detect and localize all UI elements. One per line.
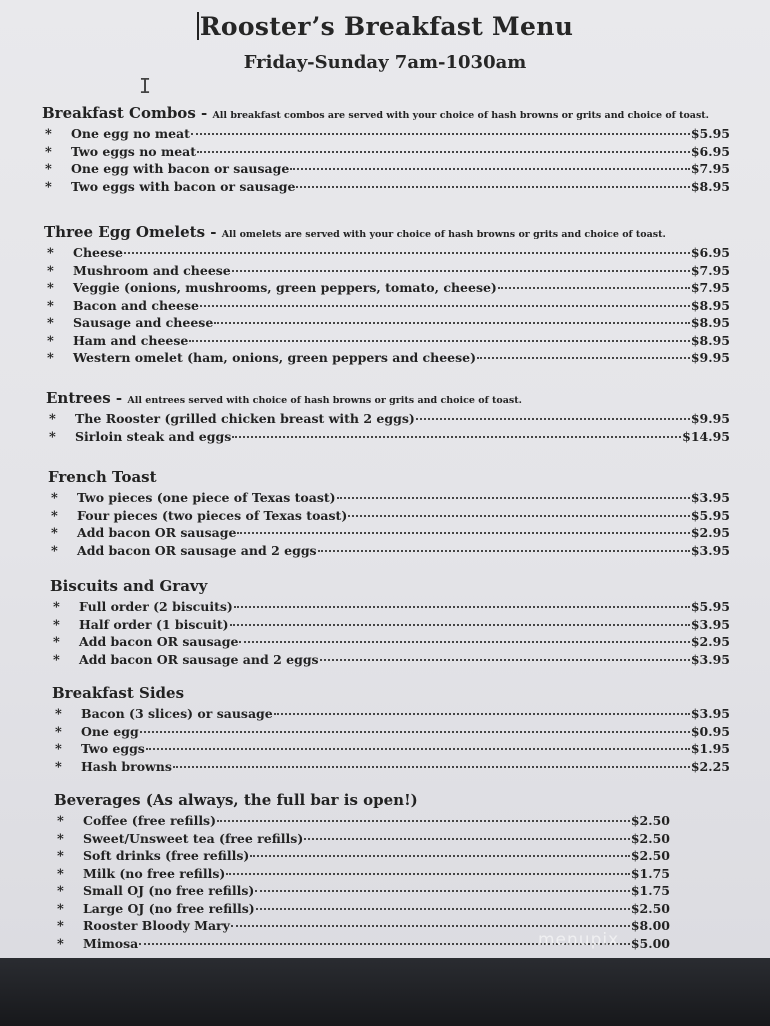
menu-item bbox=[44, 298, 730, 316]
item-name: Cheese bbox=[73, 245, 123, 260]
item-price: $5.95 bbox=[690, 126, 730, 141]
section-title: Three Egg Omelets bbox=[44, 223, 206, 241]
section-title: French Toast bbox=[48, 468, 157, 486]
menu-item bbox=[48, 508, 730, 526]
item-price: $5.00 bbox=[630, 935, 670, 951]
item-name: One egg no meat bbox=[71, 126, 190, 141]
item-name: Western omelet (ham, onions, green peppers and cheese) bbox=[73, 350, 477, 365]
menu-item bbox=[52, 724, 730, 742]
dot-leader bbox=[320, 659, 690, 661]
dot-leader bbox=[256, 908, 630, 910]
menu-item bbox=[44, 315, 730, 333]
dot-leader bbox=[226, 873, 630, 875]
item-name: Sweet/Unsweet tea (free refills) bbox=[83, 830, 304, 846]
item-name: Mimosa bbox=[83, 935, 139, 951]
screen-bezel bbox=[0, 958, 770, 1026]
menu-item bbox=[50, 652, 730, 670]
asterisk-bullet-icon: * bbox=[47, 351, 54, 366]
menu-item bbox=[54, 848, 670, 866]
item-price: $8.95 bbox=[690, 315, 730, 330]
section-breakfast-sides bbox=[52, 683, 730, 776]
item-name: Four pieces (two pieces of Texas toast) bbox=[77, 507, 348, 523]
item-name: Milk (no free refills) bbox=[83, 865, 226, 881]
menu-item-list bbox=[52, 706, 730, 776]
item-price: $7.95 bbox=[690, 262, 730, 278]
asterisk-bullet-icon: * bbox=[55, 742, 62, 757]
item-name: Half order (1 biscuit) bbox=[79, 616, 229, 632]
section-note: All breakfast combos are served with your choice of hash browns or grits and choice of toast. bbox=[212, 110, 709, 121]
item-price: $8.95 bbox=[690, 332, 730, 348]
section-note: All omelets are served with your choice of hash browns or grits and choice of toast. bbox=[221, 229, 666, 240]
section-title: Breakfast Sides bbox=[52, 684, 185, 702]
section-header bbox=[52, 683, 730, 702]
item-name: The Rooster (grilled chicken breast with 2 eggs) bbox=[75, 411, 415, 426]
item-name: Ham and cheese bbox=[73, 332, 189, 348]
section-title: Entrees bbox=[46, 389, 111, 407]
dot-leader bbox=[274, 713, 690, 715]
item-name: Soft drinks (free refills) bbox=[83, 848, 250, 863]
dot-leader bbox=[231, 925, 630, 927]
asterisk-bullet-icon: * bbox=[47, 316, 54, 331]
asterisk-bullet-icon: * bbox=[57, 866, 64, 882]
item-name: Sirloin steak and eggs bbox=[75, 428, 232, 444]
item-price: $5.95 bbox=[690, 599, 730, 614]
asterisk-bullet-icon: * bbox=[47, 263, 54, 279]
asterisk-bullet-icon: * bbox=[47, 298, 54, 314]
menu-item-list bbox=[50, 599, 730, 669]
menu-item bbox=[54, 883, 670, 901]
item-name: Bacon (3 slices) or sausage bbox=[81, 706, 273, 721]
item-price: $9.95 bbox=[690, 411, 730, 426]
menu-item bbox=[44, 350, 730, 368]
section-dash: - bbox=[195, 104, 213, 122]
asterisk-bullet-icon: * bbox=[51, 491, 58, 506]
item-price: $9.95 bbox=[690, 350, 730, 365]
item-price: $8.95 bbox=[690, 297, 730, 313]
item-name: One egg with bacon or sausage bbox=[71, 161, 290, 176]
menu-item bbox=[42, 161, 730, 179]
menu-item-list bbox=[46, 411, 730, 446]
item-name: One egg bbox=[81, 723, 139, 739]
item-name: Small OJ (no free refills) bbox=[83, 883, 255, 898]
dot-leader bbox=[189, 340, 689, 342]
item-price: $6.95 bbox=[690, 245, 730, 260]
dot-leader bbox=[239, 641, 689, 643]
item-price: $2.95 bbox=[690, 525, 730, 540]
asterisk-bullet-icon: * bbox=[53, 600, 60, 615]
section-biscuits-and-gravy bbox=[50, 576, 730, 669]
asterisk-bullet-icon: * bbox=[45, 162, 52, 177]
item-price: $14.95 bbox=[682, 428, 730, 444]
item-price: $0.95 bbox=[690, 723, 730, 739]
section-note: All entrees served with choice of hash browns or grits and choice of toast. bbox=[127, 395, 522, 406]
item-name: Mushroom and cheese bbox=[73, 262, 231, 278]
dot-leader bbox=[214, 322, 690, 324]
menu-item bbox=[44, 280, 730, 298]
item-price: $3.95 bbox=[690, 706, 730, 721]
section-title: Beverages (As always, the full bar is open!) bbox=[54, 791, 418, 809]
item-price: $6.95 bbox=[690, 143, 730, 159]
item-price: $3.95 bbox=[690, 616, 730, 632]
item-price: $2.50 bbox=[630, 813, 670, 828]
asterisk-bullet-icon: * bbox=[57, 814, 64, 829]
menu-item bbox=[54, 866, 670, 884]
menu-item bbox=[48, 525, 730, 543]
menu-item bbox=[42, 126, 730, 144]
dot-leader bbox=[217, 820, 630, 822]
dot-leader bbox=[173, 766, 690, 768]
asterisk-bullet-icon: * bbox=[45, 179, 52, 195]
item-price: $2.50 bbox=[630, 900, 670, 916]
asterisk-bullet-icon: * bbox=[51, 508, 58, 524]
item-price: $1.75 bbox=[630, 883, 670, 898]
asterisk-bullet-icon: * bbox=[55, 759, 62, 775]
menu-item bbox=[48, 543, 730, 561]
dot-leader bbox=[296, 186, 689, 188]
asterisk-bullet-icon: * bbox=[55, 707, 62, 722]
dot-leader bbox=[304, 838, 630, 840]
asterisk-bullet-icon: * bbox=[57, 884, 64, 899]
menu-item bbox=[54, 901, 670, 919]
item-name: Add bacon OR sausage and 2 eggs bbox=[77, 542, 317, 558]
item-name: Sausage and cheese bbox=[73, 315, 214, 330]
section-dash: - bbox=[110, 389, 128, 407]
item-name: Coffee (free refills) bbox=[83, 813, 217, 828]
item-name: Hash browns bbox=[81, 758, 172, 774]
asterisk-bullet-icon: * bbox=[57, 901, 64, 917]
item-price: $3.95 bbox=[690, 542, 730, 558]
section-header bbox=[42, 103, 730, 122]
item-name: Large OJ (no free refills) bbox=[83, 900, 255, 916]
item-name: Two pieces (one piece of Texas toast) bbox=[77, 490, 336, 505]
menu-title bbox=[0, 12, 770, 41]
section-entrees bbox=[46, 388, 730, 446]
asterisk-bullet-icon: * bbox=[57, 831, 64, 847]
i-beam-cursor-icon: I bbox=[139, 74, 152, 98]
asterisk-bullet-icon: * bbox=[55, 724, 62, 740]
menu-item bbox=[42, 144, 730, 162]
menu-item bbox=[52, 741, 730, 759]
item-price: $3.95 bbox=[690, 651, 730, 667]
asterisk-bullet-icon: * bbox=[45, 127, 52, 142]
text-cursor-bar bbox=[197, 12, 199, 40]
section-header bbox=[44, 222, 730, 241]
asterisk-bullet-icon: * bbox=[47, 333, 54, 349]
dot-leader bbox=[498, 287, 690, 289]
menu-item bbox=[44, 245, 730, 263]
item-price: $7.95 bbox=[690, 161, 730, 176]
item-price: $7.95 bbox=[690, 280, 730, 295]
dot-leader bbox=[234, 606, 690, 608]
item-name: Rooster Bloody Mary bbox=[83, 918, 230, 933]
dot-leader bbox=[232, 270, 690, 272]
menu-item bbox=[50, 634, 730, 652]
dot-leader bbox=[477, 357, 690, 359]
menu-item-list bbox=[48, 490, 730, 560]
item-name: Full order (2 biscuits) bbox=[79, 599, 233, 614]
section-header bbox=[54, 790, 670, 809]
asterisk-bullet-icon: * bbox=[51, 526, 58, 541]
item-price: $2.50 bbox=[630, 848, 670, 863]
asterisk-bullet-icon: * bbox=[57, 936, 64, 952]
section-header bbox=[46, 388, 730, 407]
menu-title-text: Rooster’s Breakfast Menu bbox=[199, 12, 574, 41]
menu-item bbox=[52, 706, 730, 724]
item-name: Two eggs with bacon or sausage bbox=[71, 178, 296, 194]
section-header bbox=[50, 576, 730, 595]
item-price: $1.95 bbox=[690, 741, 730, 756]
menu-item bbox=[44, 263, 730, 281]
asterisk-bullet-icon: * bbox=[51, 543, 58, 559]
item-price: $3.95 bbox=[690, 490, 730, 505]
section-french-toast bbox=[48, 467, 730, 560]
item-price: $8.00 bbox=[630, 918, 670, 933]
item-name: Veggie (onions, mushrooms, green peppers, tomato, cheese) bbox=[73, 280, 497, 295]
item-name: Bacon and cheese bbox=[73, 297, 199, 313]
menu-item bbox=[50, 599, 730, 617]
item-price: $2.95 bbox=[690, 634, 730, 649]
dot-leader bbox=[230, 624, 690, 626]
menu-item bbox=[54, 831, 670, 849]
watermark: menupix bbox=[538, 930, 620, 950]
dot-leader bbox=[191, 133, 690, 135]
menu-item-list bbox=[42, 126, 730, 196]
asterisk-bullet-icon: * bbox=[47, 281, 54, 296]
item-price: $2.25 bbox=[690, 758, 730, 774]
menu-item bbox=[46, 411, 730, 429]
menu-item bbox=[46, 429, 730, 447]
section-header bbox=[48, 467, 730, 486]
menu-hours: Friday-Sunday 7am-1030am bbox=[243, 52, 527, 73]
section-title: Biscuits and Gravy bbox=[50, 577, 208, 595]
dot-leader bbox=[200, 305, 690, 307]
menu-item-list bbox=[44, 245, 730, 368]
asterisk-bullet-icon: * bbox=[53, 617, 60, 633]
item-name: Add bacon OR sausage bbox=[77, 525, 237, 540]
asterisk-bullet-icon: * bbox=[57, 919, 64, 934]
dot-leader bbox=[146, 748, 690, 750]
asterisk-bullet-icon: * bbox=[49, 429, 56, 445]
dot-leader bbox=[290, 168, 689, 170]
menu-item bbox=[54, 813, 670, 831]
menu-item bbox=[48, 490, 730, 508]
dot-leader bbox=[416, 418, 690, 420]
item-price: $1.75 bbox=[630, 865, 670, 881]
item-name: Two eggs no meat bbox=[71, 143, 197, 159]
dot-leader bbox=[232, 436, 681, 438]
dot-leader bbox=[250, 855, 630, 857]
item-price: $2.50 bbox=[630, 830, 670, 846]
asterisk-bullet-icon: * bbox=[57, 849, 64, 864]
item-price: $5.95 bbox=[690, 507, 730, 523]
dot-leader bbox=[124, 252, 690, 254]
menu-item bbox=[42, 179, 730, 197]
dot-leader bbox=[255, 890, 629, 892]
item-name: Add bacon OR sausage and 2 eggs bbox=[79, 651, 319, 667]
menu-item bbox=[52, 759, 730, 777]
section-dash: - bbox=[205, 223, 222, 241]
asterisk-bullet-icon: * bbox=[47, 246, 54, 261]
asterisk-bullet-icon: * bbox=[53, 652, 60, 668]
dot-leader bbox=[237, 532, 689, 534]
asterisk-bullet-icon: * bbox=[45, 144, 52, 160]
item-name: Add bacon OR sausage bbox=[79, 634, 239, 649]
dot-leader bbox=[337, 497, 690, 499]
item-name: Two eggs bbox=[81, 741, 145, 756]
menu-item bbox=[44, 333, 730, 351]
dot-leader bbox=[140, 731, 690, 733]
section-three-egg-omelets bbox=[44, 222, 730, 368]
dot-leader bbox=[348, 515, 690, 517]
menu-item bbox=[50, 617, 730, 635]
item-price: $8.95 bbox=[690, 178, 730, 194]
dot-leader bbox=[197, 151, 690, 153]
section-beverages bbox=[54, 790, 670, 953]
asterisk-bullet-icon: * bbox=[53, 635, 60, 650]
section-title: Breakfast Combos bbox=[42, 104, 196, 122]
asterisk-bullet-icon: * bbox=[49, 412, 56, 427]
dot-leader bbox=[318, 550, 690, 552]
section-breakfast-combos bbox=[42, 103, 730, 196]
